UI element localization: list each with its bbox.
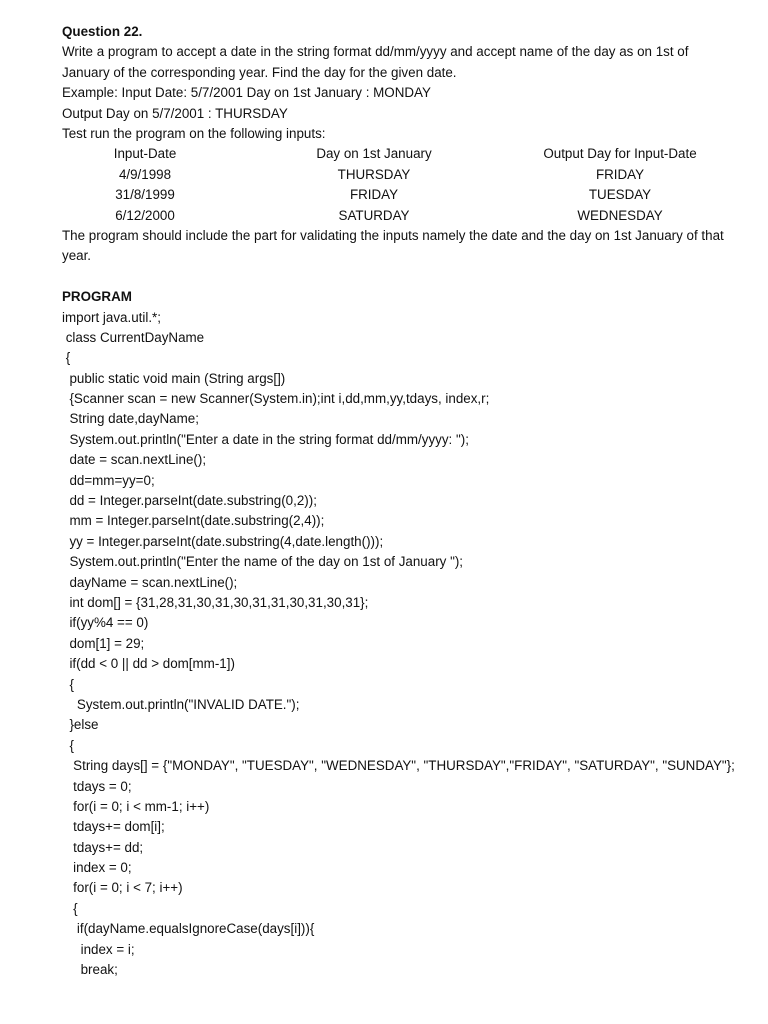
code-line: { xyxy=(62,350,71,366)
code-line: for(i = 0; i < 7; i++) xyxy=(62,880,183,896)
table-cell: THURSDAY xyxy=(337,166,411,182)
validation-note: The program should include the part for validating the inputs namely the date and the day on 1st January of that year. xyxy=(62,227,724,264)
code-line: tdays+= dom[i]; xyxy=(62,819,165,835)
table-header-day-jan1: Day on 1st January xyxy=(316,146,432,162)
code-line: int dom[] = {31,28,31,30,31,30,31,31,30,31,30,31}; xyxy=(62,595,369,610)
table-row xyxy=(62,165,730,185)
table-header-input-date: Input-Date xyxy=(113,146,177,162)
code-line: for(i = 0; i < mm-1; i++) xyxy=(62,798,210,814)
code-line: System.out.println("Enter a date in the string format dd/mm/yyyy: "); xyxy=(62,431,469,447)
code-line: {Scanner scan = new Scanner(System.in);int i,dd,mm,yy,tdays, index,r; xyxy=(62,391,490,407)
code-line: index = 0; xyxy=(62,860,132,876)
code-line: import java.util.*; xyxy=(62,309,161,325)
code-line: }else xyxy=(62,717,99,733)
code-line: if(yy%4 == 0) xyxy=(62,615,149,631)
code-line: break; xyxy=(62,962,118,978)
code-line: String date,dayName; xyxy=(62,411,199,427)
output-line: Output Day on 5/7/2001 : THURSDAY xyxy=(62,105,288,121)
table-cell: SATURDAY xyxy=(338,207,410,223)
question-paragraph: Write a program to accept a date in the string format dd/mm/yyyy and accept name of the day as on 1st of January of the corresponding year. Find the day for the given date. xyxy=(62,44,689,80)
code-line: index = i; xyxy=(62,941,135,957)
example-line: Example: Input Date: 5/7/2001 Day on 1st January : MONDAY xyxy=(62,85,431,101)
code-line: if(dayName.equalsIgnoreCase(days[i])){ xyxy=(62,921,315,937)
table-cell: 4/9/1998 xyxy=(118,166,172,182)
table-row xyxy=(62,206,730,226)
code-line: System.out.println("INVALID DATE."); xyxy=(62,696,300,712)
code-line: { xyxy=(62,900,78,916)
code-line: date = scan.nextLine(); xyxy=(62,452,207,468)
table-row xyxy=(62,185,730,205)
code-line: tdays+= dd; xyxy=(62,839,144,855)
code-block xyxy=(62,308,735,981)
program-heading: PROGRAM xyxy=(62,289,132,305)
code-line: if(dd < 0 || dd > dom[mm-1]) xyxy=(62,656,235,672)
code-line: { xyxy=(62,737,74,753)
table-cell: TUESDAY xyxy=(588,187,652,203)
code-line: mm = Integer.parseInt(date.substring(2,4)); xyxy=(62,513,325,529)
table-header-output-day: Output Day for Input-Date xyxy=(543,146,697,162)
test-table-header xyxy=(62,144,730,164)
spacer xyxy=(62,267,730,287)
test-intro: Test run the program on the following inputs: xyxy=(62,125,326,141)
document-page xyxy=(62,22,735,980)
table-cell: WEDNESDAY xyxy=(577,207,663,223)
question-title: Question 22. xyxy=(62,24,143,39)
table-cell: 6/12/2000 xyxy=(115,207,175,223)
code-line: public static void main (String args[]) xyxy=(62,370,286,386)
code-line: { xyxy=(62,676,74,692)
code-line: dd=mm=yy=0; xyxy=(62,472,155,488)
test-table xyxy=(62,144,730,226)
table-cell: FRIDAY xyxy=(349,187,399,203)
code-line: String days[] = {"MONDAY", "TUESDAY", "WEDNESDAY", "THURSDAY","FRIDAY", "SATURDAY", "SUNDAY"}; xyxy=(62,758,735,774)
code-line: System.out.println("Enter the name of the day on 1st of January "); xyxy=(62,554,464,570)
code-line: dd = Integer.parseInt(date.substring(0,2)); xyxy=(62,493,317,509)
code-line: dayName = scan.nextLine(); xyxy=(62,574,238,590)
table-cell: 31/8/1999 xyxy=(115,187,175,203)
code-line: class CurrentDayName xyxy=(62,329,205,345)
code-line: dom[1] = 29; xyxy=(62,635,145,651)
code-line: tdays = 0; xyxy=(62,778,132,794)
table-cell: FRIDAY xyxy=(595,166,645,182)
code-line: yy = Integer.parseInt(date.substring(4,date.length())); xyxy=(62,533,384,549)
